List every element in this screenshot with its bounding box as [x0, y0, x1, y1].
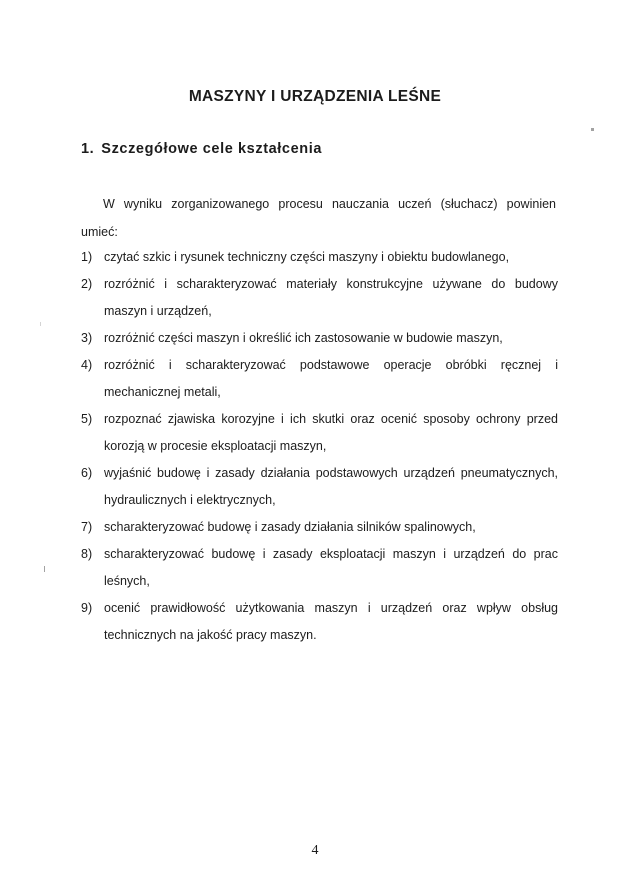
goal-number: 5)	[81, 412, 93, 426]
goal-text: rozróżnić i scharakteryzować podstawowe operacje obróbki ręcznej i mechanicznej metali,	[104, 358, 558, 399]
goals-list	[81, 244, 558, 649]
intro-paragraph: W wyniku zorganizowanego procesu nauczania uczeń (słuchacz) powinien umieć:	[81, 197, 556, 239]
scan-speck	[591, 128, 594, 131]
goal-number: 3)	[81, 331, 93, 345]
goal-number: 2)	[81, 277, 93, 291]
goal-number: 6)	[81, 466, 93, 480]
scan-speck	[40, 322, 41, 326]
goal-item	[81, 244, 558, 271]
goal-number: 9)	[81, 601, 93, 615]
goal-number: 7)	[81, 520, 93, 534]
goal-item	[81, 514, 558, 541]
section-heading-text: Szczegółowe cele kształcenia	[101, 141, 322, 157]
section-number: 1.	[81, 141, 95, 157]
goal-text: czytać szkic i rysunek techniczny części maszyny i obiektu budowlanego,	[104, 250, 510, 264]
goal-text: ocenić prawidłowość użytkowania maszyn i urządzeń oraz wpływ obsług technicznych na jakość pracy maszyn.	[104, 601, 558, 642]
goal-text: scharakteryzować budowę i zasady eksploatacji maszyn i urządzeń do prac leśnych,	[104, 547, 558, 588]
goal-text: scharakteryzować budowę i zasady działania silników spalinowych,	[104, 520, 476, 534]
section-heading	[81, 141, 322, 157]
goal-number: 4)	[81, 358, 93, 372]
goal-item	[81, 595, 558, 649]
goal-item	[81, 406, 558, 460]
goal-item	[81, 541, 558, 595]
document-title: MASZYNY I URZĄDZENIA LEŚNE	[188, 88, 442, 105]
goal-item	[81, 271, 558, 325]
goal-item	[81, 352, 558, 406]
goal-text: rozróżnić i scharakteryzować materiały konstrukcyjne używane do budowy maszyn i urządzeń,	[104, 277, 558, 318]
goal-item	[81, 460, 558, 514]
goal-text: wyjaśnić budowę i zasady działania podstawowych urządzeń pneumatycznych, hydraulicznych i elektrycznych,	[104, 466, 558, 507]
goal-number: 8)	[81, 547, 93, 561]
goal-text: rozpoznać zjawiska korozyjne i ich skutki oraz ocenić sposoby ochrony przed korozją w procesie eksploatacji maszyn,	[104, 412, 558, 453]
goal-item	[81, 325, 558, 352]
page-number: 4	[311, 843, 319, 858]
scan-speck	[44, 566, 45, 572]
goal-text: rozróżnić części maszyn i określić ich zastosowanie w budowie maszyn,	[104, 331, 503, 345]
goal-number: 1)	[81, 250, 93, 264]
